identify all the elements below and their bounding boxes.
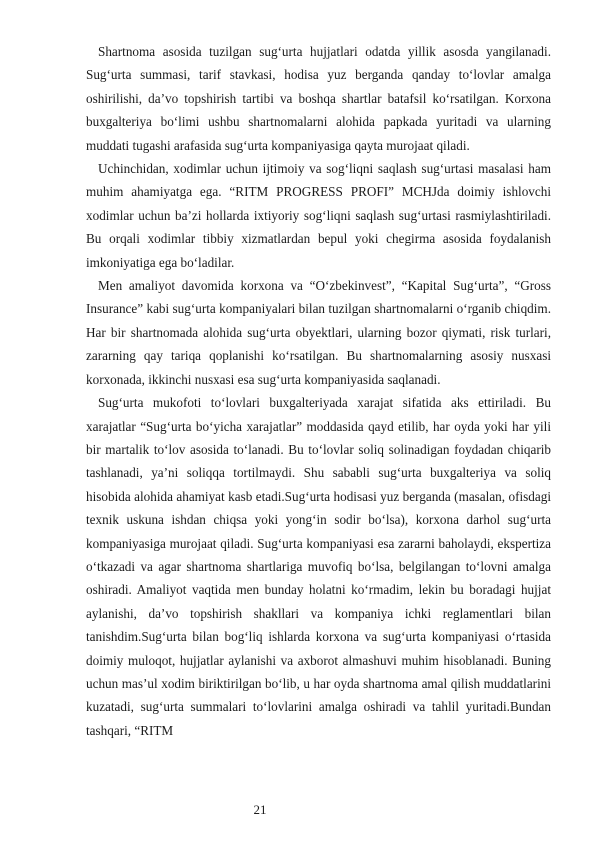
paragraph-insurance-accounting: Sug‘urta mukofoti to‘lovlari buxgalteriyada xarajat sifatida aks ettiriladi. Bu xarajatlar “Sug‘urta bo‘yicha xarajatlar” moddasida qayd etilib, har oyda yoki har yili bir martalik to‘lov asosida to‘lanadi. Bu to‘lovlar soliq solinadigan foydadan chiqarib tashlanadi, ya’ni soliqqa tortilmaydi. Shu sababli sug‘urta buxgalteriya va soliq hisobida alohida ahamiyat kasb etadi.Sug‘urta hodisasi yuz berganda (masalan, ofisdagi texnik uskuna ishdan chiqsa yoki yong‘in sodir bo‘lsa), korxona darhol sug‘urta kompaniyasiga murojaat qiladi. Sug‘urta kompaniyasi esa zararni baholaydi, ekspertiza o‘tkazadi va agar shartnoma shartlariga muvofiq bo‘lsa, belgilangan to‘lovni amalga oshiradi. Amaliyot vaqtida men bunday holatni ko‘rmadim, lekin bu boradagi hujjat aylanishi, da’vo topshirish shakllari va kompaniya ichki reglamentlari bilan tanishdim.Sug‘urta bilan bog‘liq ishlarda korxona va sug‘urta kompaniyasi o‘rtasida doimiy muloqot, hujjatlar aylanishi va axborot almashuvi muhim hisoblanadi. Buning uchun mas’ul xodim biriktirilgan bo‘lib, u har oyda shartnoma amal qilish muddatlarini kuzatadi, sug‘urta summalari to‘lovlarini amalga oshiradi va tahlil yuritadi.Bundan tashqari, “RITM (86, 395, 551, 738)
paragraph-insurance-documents: Shartnoma asosida tuzilgan sug‘urta hujjatlari odatda yillik asosda yangilanadi. Sug‘urta summasi, tarif stavkasi, hodisa yuz berganda qanday to‘lovlar amalga oshirilishi, da’vo topshirish tartibi va boshqa shartlar batafsil ko‘rsatilgan. Korxona buxgalteriya bo‘limi ushbu shartnomalarni alohida papkada yuritadi va ularning muddati tugashi arafasida sug‘urta kompaniyasiga qayta murojaat qiladi. (86, 44, 551, 153)
page-number: 21 (253, 802, 267, 817)
paragraph-insurance-companies: Men amaliyot davomida korxona va “O‘zbekinvest”, “Kapital Sug‘urta”, “Gross Insurance” kabi sug‘urta kompaniyalari bilan tuzilgan shartnomalarni o‘rganib chiqdim. Har bir shartnomada alohida sug‘urta obyektlari, ularning bozor qiymati, risk turlari, zararning qay tariqa qoplanishi ko‘rsatilgan. Bu shartnomalarning asosiy nusxasi korxonada, ikkinchi nusxasi esa sug‘urta kompaniyasida saqlanadi. (86, 278, 551, 387)
document-page (86, 40, 551, 742)
paragraph-employee-health-insurance: Uchinchidan, xodimlar uchun ijtimoiy va sog‘liqni saqlash sug‘urtasi masalasi ham muhim ahamiyatga ega. “RITM PROGRESS PROFI” MCHJda doimiy ishlovchi xodimlar uchun ba’zi hollarda ixtiyoriy sog‘liqni saqlash sug‘urtasi rasmiylashtiriladi. Bu orqali xodimlar tibbiy xizmatlardan bepul yoki chegirma asosida foydalanish imkoniyatiga ega bo‘ladilar. (86, 161, 551, 270)
